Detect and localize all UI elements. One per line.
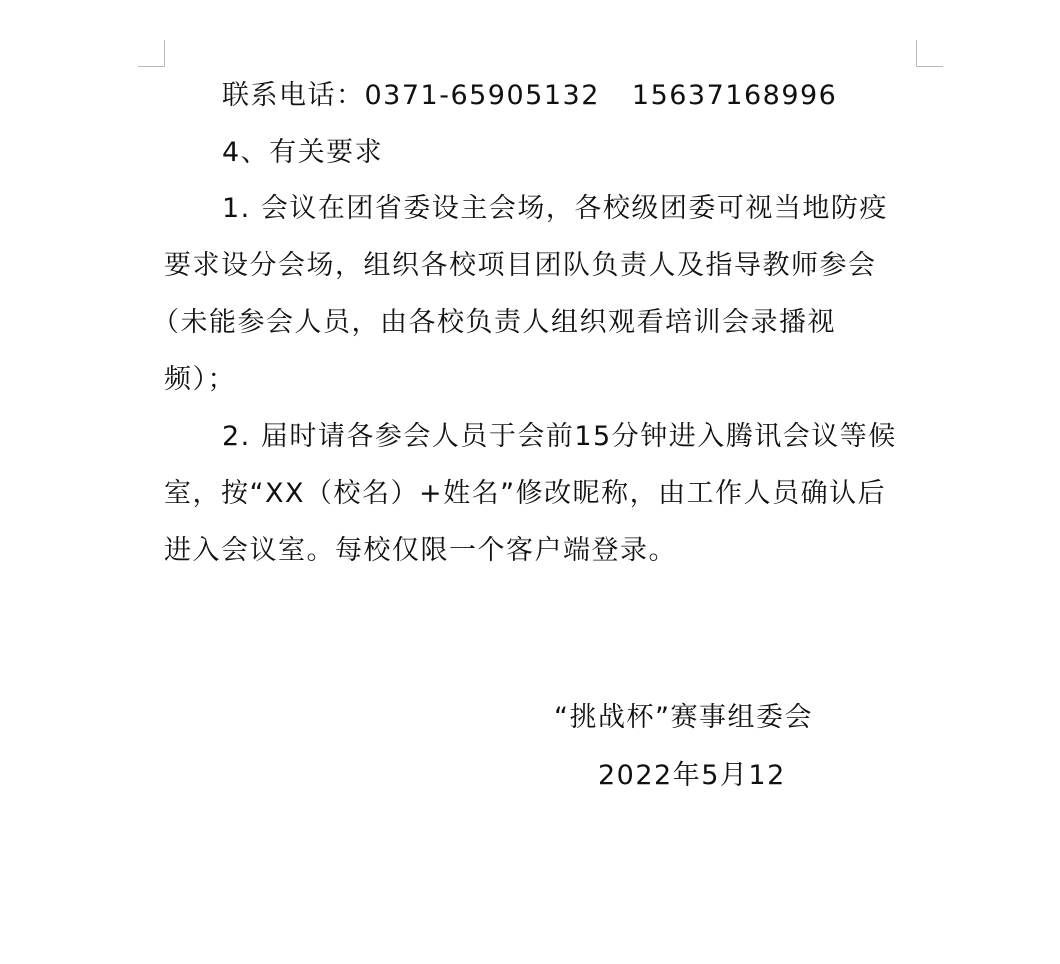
contact-phone-1: 联系电话：0371-65905132: [222, 80, 600, 111]
requirement-2-line-3: 进入会议室。每校仅限一个客户端登录。: [164, 535, 677, 566]
requirement-1-line-4: 频）；: [164, 364, 236, 395]
signature-date: 2022年5月12: [598, 760, 786, 791]
page-corner-mark-left: [138, 40, 165, 67]
requirement-2-line-2: 室，按“XX（校名）+姓名”修改昵称，由工作人员确认后: [164, 478, 887, 509]
requirement-1-line-2: 要求设分会场，组织各校项目团队负责人及指导教师参会: [164, 250, 877, 281]
signature-organizer: “挑战杯”赛事组委会: [554, 702, 813, 733]
contact-phone-2: 15637168996: [631, 80, 838, 111]
page-corner-mark-right: [916, 40, 943, 67]
requirement-1-line-3: （未能参会人员，由各校负责人组织观看培训会录播视: [152, 307, 836, 338]
section-heading: 4、有关要求: [222, 137, 384, 168]
document-body: [152, 76, 916, 596]
requirement-1-line-1: 1. 会议在团省委设主会场，各校级团委可视当地防疫: [222, 193, 888, 224]
contact-line: [222, 76, 837, 116]
requirement-2-line-1: 2. 届时请各参会人员于会前15分钟进入腾讯会议等候: [222, 421, 897, 452]
